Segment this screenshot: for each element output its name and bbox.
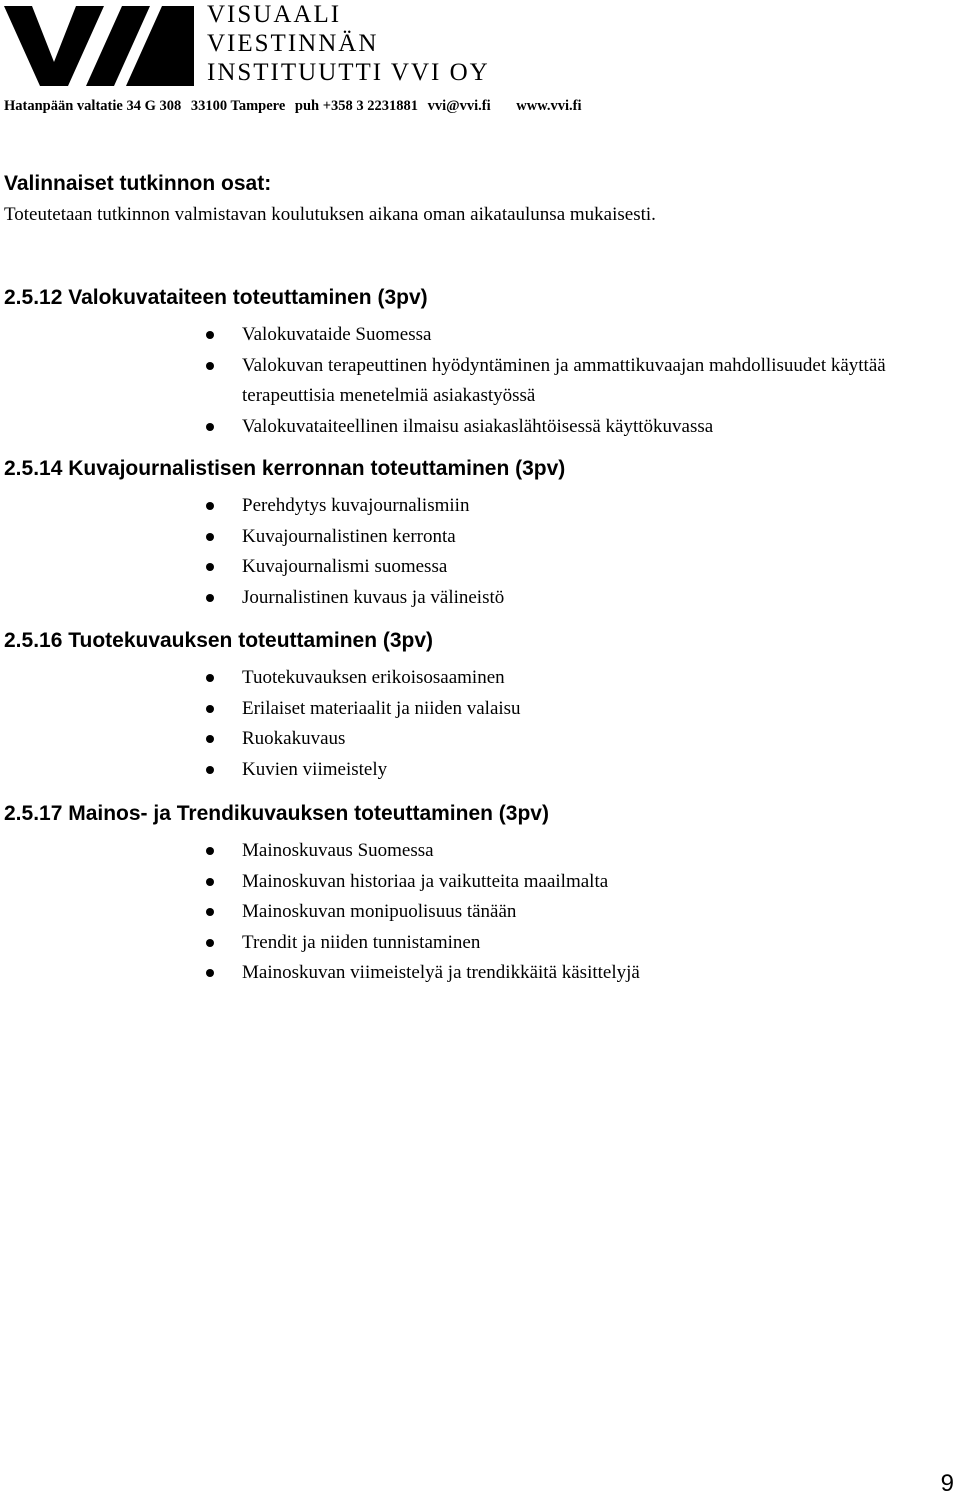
section-title: 2.5.16 Tuotekuvauksen toteuttaminen (3pv) — [4, 629, 434, 652]
bullet-icon — [206, 594, 214, 602]
list-item: Erilaiset materiaalit ja niiden valaisu — [4, 694, 944, 725]
bullet-icon — [206, 735, 214, 743]
bullet-icon — [206, 908, 214, 916]
bullet-icon — [206, 362, 214, 370]
bullet-icon — [206, 847, 214, 855]
list-item: Kuvajournalismi suomessa — [4, 552, 944, 583]
list-item: Tuotekuvauksen erikoisosaaminen — [4, 663, 944, 694]
list-item: Kuvien viimeistely — [4, 755, 944, 786]
list-item: Mainoskuvan viimeistelyä ja trendikkäitä käsittelyjä — [4, 958, 944, 989]
bullet-icon — [206, 766, 214, 774]
bullet-icon — [206, 674, 214, 682]
section-mainoskuvaus — [4, 800, 944, 989]
list-item: Valokuvataiteellinen ilmaisu asiakaslähtöisessä käyttökuvassa — [4, 412, 944, 443]
bullet-icon — [206, 423, 214, 431]
bullet-list — [4, 491, 944, 613]
bullet-list — [4, 320, 944, 442]
section-title: 2.5.17 Mainos- ja Trendikuvauksen toteuttaminen (3pv) — [4, 802, 549, 825]
list-item: Mainoskuvaus Suomessa — [4, 836, 944, 867]
contact-line — [4, 98, 588, 115]
bullet-icon — [206, 878, 214, 886]
section-title: 2.5.12 Valokuvataiteen toteuttaminen (3pv) — [4, 286, 428, 309]
list-item: Valokuvan terapeuttinen hyödyntäminen ja ammattikuvaajan mahdollisuudet käyttää terapeuttisia menetelmiä asiakastyössä — [4, 351, 944, 412]
contact-address: Hatanpään valtatie 34 G 308 — [4, 98, 182, 114]
list-item: Perehdytys kuvajournalismiin — [4, 491, 944, 522]
section-tuotekuvaus — [4, 627, 944, 785]
contact-postal: 33100 Tampere — [190, 98, 286, 114]
bullet-icon — [206, 533, 214, 541]
list-item: Ruokakuvaus — [4, 724, 944, 755]
intro-text: Toteutetaan tutkinnon valmistavan koulutuksen aikana oman aikataulunsa mukaisesti. — [4, 204, 656, 225]
list-item: Trendit ja niiden tunnistaminen — [4, 928, 944, 959]
section-kuvajournalismi — [4, 455, 944, 613]
bullet-icon — [206, 502, 214, 510]
bullet-icon — [206, 331, 214, 339]
section-title: 2.5.14 Kuvajournalistisen kerronnan toteuttaminen (3pv) — [4, 457, 566, 480]
list-item: Mainoskuvan monipuolisuus tänään — [4, 897, 944, 928]
bullet-icon — [206, 705, 214, 713]
section-valokuvataide — [4, 284, 944, 442]
contact-website[interactable]: www.vvi.fi — [516, 98, 582, 114]
list-item: Kuvajournalistinen kerronta — [4, 522, 944, 553]
contact-phone: puh +358 3 2231881 — [294, 98, 418, 114]
bullet-list — [4, 663, 944, 785]
org-name-line: INSTITUUTTI VVI OY — [207, 59, 490, 86]
page-number: 9 — [940, 1470, 954, 1497]
organization-name — [207, 0, 490, 87]
bullet-icon — [206, 969, 214, 977]
bullet-icon — [206, 563, 214, 571]
list-item: Valokuvataide Suomessa — [4, 320, 944, 351]
org-name-line: VISUAALI — [207, 1, 342, 28]
contact-email[interactable]: vvi@vvi.fi — [427, 98, 491, 114]
intro-heading: Valinnaiset tutkinnon osat: — [4, 172, 272, 195]
bullet-list — [4, 836, 944, 989]
vvi-logo-icon — [4, 0, 196, 90]
list-item: Journalistinen kuvaus ja välineistö — [4, 583, 944, 614]
org-name-line: VIESTINNÄN — [207, 30, 379, 57]
bullet-icon — [206, 939, 214, 947]
list-item: Mainoskuvan historiaa ja vaikutteita maailmalta — [4, 867, 944, 898]
